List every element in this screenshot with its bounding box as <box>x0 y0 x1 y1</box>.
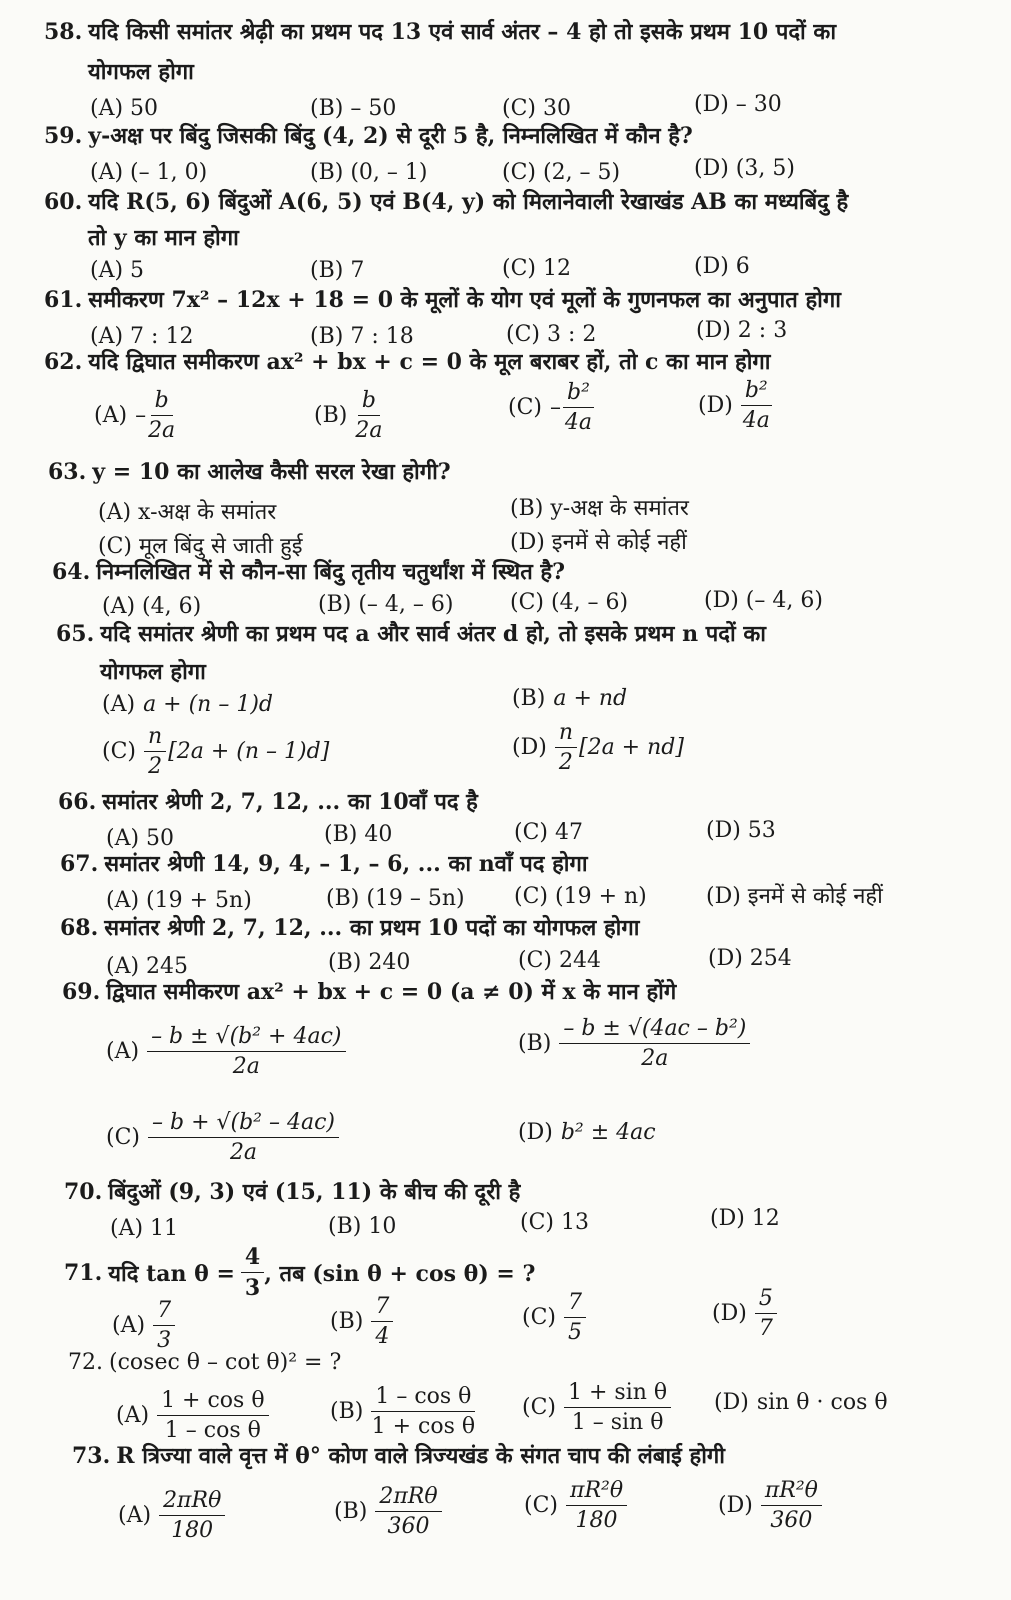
denominator: 2a <box>355 418 383 443</box>
option-c[interactable]: (C) 13 <box>520 1210 589 1235</box>
option-c[interactable]: (C) 12 <box>502 256 571 281</box>
option-label: (B) <box>334 1499 368 1524</box>
numerator: 1 – cos θ <box>371 1384 475 1412</box>
option-b[interactable] <box>512 686 627 711</box>
fraction <box>755 1286 777 1341</box>
question-text <box>64 1244 535 1301</box>
question-text: 64. निम्नलिखित में से कौन-सा बिंदु तृतीय चतुर्थांश में स्थित है? <box>52 559 565 585</box>
question-text: 67. समांतर श्रेणी 14, 9, 4, – 1, – 6, ... का nवाँ पद होगा <box>60 851 588 877</box>
fraction <box>371 1294 393 1349</box>
option-b[interactable] <box>330 1294 393 1349</box>
fraction <box>153 1298 175 1353</box>
denominator: 2 <box>148 754 163 779</box>
option-c[interactable]: (C) 3 : 2 <box>506 322 597 347</box>
question-text: 66. समांतर श्रेणी 2, 7, 12, ... का 10वाँ पद है <box>58 789 478 815</box>
numerator: 4 <box>241 1244 264 1273</box>
question-text-continued: तो y का मान होगा <box>88 225 239 251</box>
question-text: 63. y = 10 का आलेख कैसी सरल रेखा होगी? <box>48 459 451 485</box>
option-label: (B) <box>330 1399 364 1424</box>
question-text: 58. यदि किसी समांतर श्रेढ़ी का प्रथम पद 13 एवं सार्व अंतर – 4 हो तो इसके प्रथम 10 पदों का <box>44 19 837 45</box>
denominator: 7 <box>758 1316 773 1341</box>
option-label: (C) <box>522 1305 556 1330</box>
option-b[interactable]: (B) – 50 <box>310 96 397 121</box>
question-text: 62. यदि द्विघात समीकरण ax² + bx + c = 0 के मूल बराबर हों, तो c का मान होगा <box>44 349 771 375</box>
option-c[interactable]: (C) 244 <box>518 948 601 973</box>
numerator: 1 + sin θ <box>564 1380 671 1408</box>
option-c[interactable] <box>524 1478 627 1533</box>
option-b[interactable]: (B) 240 <box>328 950 411 975</box>
option-d[interactable]: (D) 2 : 3 <box>696 318 788 343</box>
option-c[interactable]: (C) मूल बिंदु से जाती हुई <box>98 534 303 559</box>
denominator: 2a <box>641 1046 669 1071</box>
denominator: 360 <box>387 1514 430 1539</box>
fraction <box>741 378 772 433</box>
question-text-continued: योगफल होगा <box>88 59 194 85</box>
numerator: – b ± √(b² + 4ac) <box>147 1024 345 1052</box>
question-text: 59. y-अक्ष पर बिंदु जिसकी बिंदु (4, 2) से दूरी 5 है, निम्नलिखित में कौन है? <box>44 123 693 149</box>
fraction <box>761 1478 822 1533</box>
option-label: (C) <box>508 395 542 420</box>
numerator: πR²θ <box>566 1478 627 1506</box>
option-label: (D) <box>518 1120 553 1145</box>
denominator: 1 + cos θ <box>371 1414 476 1439</box>
numerator: b² <box>563 380 594 408</box>
minus-sign: – <box>135 403 147 428</box>
numerator: b <box>358 388 380 416</box>
option-label: (C) <box>524 1493 558 1518</box>
option-label: (B) <box>518 1031 552 1056</box>
option-label: (D) <box>698 393 733 418</box>
option-b[interactable]: (B) 7 : 18 <box>310 324 414 349</box>
denominator: 2a <box>148 418 176 443</box>
option-d[interactable] <box>714 1390 888 1415</box>
numerator: – b + √(b² – 4ac) <box>148 1110 339 1138</box>
fraction <box>563 380 594 435</box>
option-value: a + (n – 1)d <box>143 692 273 717</box>
option-d[interactable] <box>518 1120 656 1145</box>
numerator: 2πRθ <box>159 1488 225 1516</box>
option-label: (D) <box>718 1493 753 1518</box>
option-a[interactable]: (A) x-अक्ष के समांतर <box>98 500 277 525</box>
option-d[interactable]: (D) 53 <box>706 818 776 843</box>
option-value: a + nd <box>553 686 628 711</box>
fraction <box>159 1488 225 1543</box>
option-b[interactable] <box>518 1016 750 1071</box>
option-b[interactable]: (B) (0, – 1) <box>310 160 428 185</box>
option-value: [2a + nd] <box>578 735 684 760</box>
option-b[interactable] <box>330 1384 475 1439</box>
option-label: (D) <box>714 1390 749 1415</box>
option-label: (A) <box>112 1313 146 1338</box>
option-d[interactable] <box>512 720 684 775</box>
option-a[interactable]: (A) (19 + 5n) <box>106 888 252 913</box>
numerator: n <box>555 720 577 748</box>
option-label: (A) <box>106 1039 140 1064</box>
fraction <box>559 1016 750 1071</box>
option-c[interactable] <box>106 1110 339 1165</box>
option-d[interactable]: (D) – 30 <box>694 92 782 117</box>
minus-sign: – <box>550 395 561 420</box>
option-d[interactable]: (D) 6 <box>694 254 750 279</box>
option-label: (B) <box>330 1309 364 1334</box>
denominator: 1 – cos θ <box>164 1418 261 1443</box>
option-d[interactable]: (D) 254 <box>708 946 792 971</box>
denominator: 4a <box>742 408 770 433</box>
numerator: πR²θ <box>761 1478 822 1506</box>
numerator: 7 <box>371 1294 393 1322</box>
option-a[interactable]: (A) 50 <box>90 96 159 121</box>
option-label: (D) <box>512 735 547 760</box>
option-d[interactable]: (D) (3, 5) <box>694 156 795 181</box>
fraction <box>564 1380 671 1435</box>
option-a[interactable]: (A) 7 : 12 <box>90 324 194 349</box>
fraction <box>144 724 166 779</box>
option-d[interactable]: (D) (– 4, 6) <box>704 588 823 613</box>
option-label: (C) <box>522 1395 556 1420</box>
option-d[interactable] <box>698 378 772 433</box>
numerator: 5 <box>755 1286 777 1314</box>
denominator: 2a <box>229 1140 258 1165</box>
question-text: 60. यदि R(5, 6) बिंदुओं A(6, 5) एवं B(4, y) को मिलानेवाली रेखाखंड AB का मध्यबिंदु है <box>44 189 849 215</box>
fraction <box>371 1384 475 1439</box>
numerator: – b ± √(4ac – b²) <box>559 1016 750 1044</box>
fraction <box>564 1290 586 1345</box>
question-text: 70. बिंदुओं (9, 3) एवं (15, 11) के बीच की दूरी है <box>64 1179 521 1205</box>
numerator: n <box>144 724 166 752</box>
option-c[interactable] <box>522 1290 586 1345</box>
option-b[interactable]: (B) (19 – 5n) <box>326 886 465 911</box>
fraction <box>157 1388 269 1443</box>
option-b[interactable]: (B) 7 <box>310 258 365 283</box>
option-a[interactable] <box>112 1298 175 1353</box>
option-b[interactable] <box>334 1484 442 1539</box>
option-d[interactable] <box>712 1286 777 1341</box>
denominator: 3 <box>157 1328 172 1353</box>
option-c[interactable] <box>102 724 329 779</box>
denominator: 3 <box>244 1275 261 1301</box>
option-d[interactable]: (D) इनमें से कोई नहीं <box>706 884 883 909</box>
option-c[interactable]: (C) (4, – 6) <box>510 590 629 615</box>
question-text-continued: योगफल होगा <box>100 659 206 685</box>
option-label: (B) <box>512 686 546 711</box>
denominator: 4 <box>375 1324 390 1349</box>
question-text: 69. द्विघात समीकरण ax² + bx + c = 0 (a ≠ 0) में x के मान होंगे <box>62 979 677 1005</box>
question-text: 68. समांतर श्रेणी 2, 7, 12, ... का प्रथम 10 पदों का योगफल होगा <box>60 915 640 941</box>
option-c[interactable]: (C) 30 <box>502 96 571 121</box>
option-label: (D) <box>712 1301 747 1326</box>
option-label: (C) <box>102 739 136 764</box>
option-a[interactable]: (A) (– 1, 0) <box>90 160 208 185</box>
option-label: (A) <box>116 1403 150 1428</box>
denominator: 5 <box>568 1320 582 1345</box>
option-label: (A) <box>102 692 136 717</box>
option-label: (A) <box>118 1503 152 1528</box>
option-c[interactable] <box>508 380 594 435</box>
fraction <box>555 720 577 775</box>
option-a[interactable]: (A) (4, 6) <box>102 594 202 619</box>
option-label: (C) <box>106 1125 140 1150</box>
numerator: 7 <box>564 1290 586 1318</box>
option-a[interactable] <box>118 1488 225 1543</box>
option-a[interactable] <box>102 692 273 717</box>
denominator: 4a <box>564 410 593 435</box>
denominator: 2a <box>232 1054 260 1079</box>
option-c[interactable]: (C) 47 <box>514 820 583 845</box>
option-b[interactable]: (B) 10 <box>328 1214 397 1239</box>
option-d[interactable] <box>718 1478 822 1533</box>
question-number: 71. <box>64 1259 103 1286</box>
fraction <box>566 1478 627 1533</box>
option-a[interactable] <box>94 388 175 443</box>
option-a[interactable]: (A) 245 <box>106 954 189 979</box>
option-c[interactable]: (C) (2, – 5) <box>502 160 621 185</box>
option-label: (A) <box>94 403 128 428</box>
option-b[interactable]: (B) (– 4, – 6) <box>318 592 454 617</box>
option-d[interactable]: (D) 12 <box>710 1206 780 1231</box>
option-value: sin θ · cos θ <box>756 1390 888 1415</box>
question-text-end: , तब (sin θ + cos θ) = ? <box>264 1260 536 1287</box>
option-d[interactable]: (D) इनमें से कोई नहीं <box>510 530 687 555</box>
question-text-start: यदि tan θ = <box>108 1260 235 1287</box>
option-c[interactable] <box>522 1380 671 1435</box>
option-b[interactable] <box>314 388 382 443</box>
question-text: 72. (cosec θ – cot θ)² = ? <box>68 1350 342 1375</box>
denominator: 180 <box>575 1508 618 1533</box>
fraction <box>241 1244 264 1301</box>
question-text: 65. यदि समांतर श्रेणी का प्रथम पद a और सार्व अंतर d हो, तो इसके प्रथम n पदों का <box>56 621 766 647</box>
option-b[interactable]: (B) 40 <box>324 822 393 847</box>
fraction <box>148 388 175 443</box>
option-a[interactable] <box>116 1388 269 1443</box>
question-text: 61. समीकरण 7x² – 12x + 18 = 0 के मूलों के योग एवं मूलों के गुणनफल का अनुपात होगा <box>44 287 841 313</box>
option-a[interactable]: (A) 50 <box>106 826 175 851</box>
numerator: b² <box>741 378 772 406</box>
fraction <box>148 1110 339 1165</box>
fraction <box>147 1024 345 1079</box>
option-a[interactable]: (A) 5 <box>90 258 145 283</box>
denominator: 180 <box>171 1518 214 1543</box>
option-b[interactable]: (B) y-अक्ष के समांतर <box>510 496 689 521</box>
option-value: [2a + (n – 1)d] <box>168 739 330 764</box>
option-label: (B) <box>314 403 348 428</box>
denominator: 360 <box>770 1508 813 1533</box>
question-text: 73. R त्रिज्या वाले वृत्त में θ° कोण वाले त्रिज्यखंड के संगत चाप की लंबाई होगी <box>72 1443 725 1469</box>
fraction <box>355 388 382 443</box>
denominator: 1 – sin θ <box>571 1410 664 1435</box>
option-c[interactable]: (C) (19 + n) <box>514 884 647 909</box>
option-value: b² ± 4ac <box>560 1120 656 1145</box>
option-a[interactable] <box>106 1024 346 1079</box>
denominator: 2 <box>558 750 573 775</box>
numerator: b <box>151 388 173 416</box>
fraction <box>375 1484 441 1539</box>
numerator: 7 <box>153 1298 175 1326</box>
numerator: 1 + cos θ <box>157 1388 269 1416</box>
option-a[interactable]: (A) 11 <box>110 1216 179 1241</box>
numerator: 2πRθ <box>375 1484 441 1512</box>
